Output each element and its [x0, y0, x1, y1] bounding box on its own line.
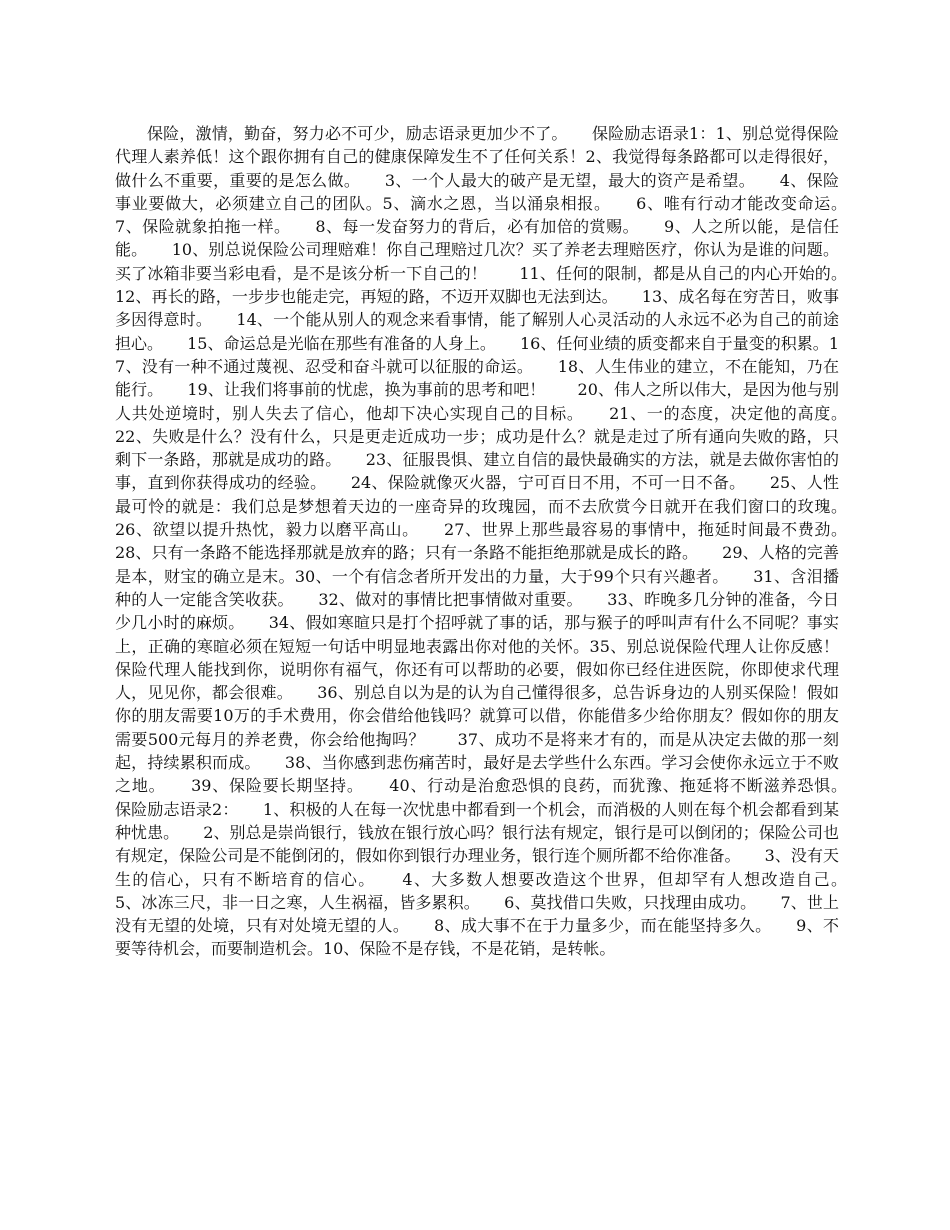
document-body-text: 保险，激情，勤奋，努力必不可少，励志语录更加少不了。 保险励志语录1：1、别总觉得保险代理人素养低！这个跟你拥有自己的健康保障发生不了任何关系！2、我觉得每条路都可以走得很好，做什么不重要，重要的是怎么做。 3、一个人最大的破产是无望，最大的资产是希望。 4、保险事业要做大，必须建立自己的团队。5、滴水之恩，当以涌泉相报。 6、唯有行动才能改变命运。 7、保险就象拍拖一样。 8、每一发奋努力的背后，必有加倍的赏赐。 9、人之所以能，是信任能。 10、别总说保险公司理赔难！你自己理赔过几次？买了养老去理赔医疗，你认为是谁的问题。买了冰箱非要当彩电看，是不是该分析一下自己的！ 11、任何的限制，都是从自己的内心开始的。 12、再长的路，一步步也能走完，再短的路，不迈开双脚也无法到达。 13、成名每在穷苦日，败事多因得意时。 14、一个能从别人的观念来看事情，能了解别人心灵活动的人永远不必为自己的前途担心。 15、命运总是光临在那些有准备的人身上。 16、任何业绩的质变都来自于量变的积累。17、没有一种不通过蔑视、忍受和奋斗就可以征服的命运。 18、人生伟业的建立，不在能知，乃在能行。 19、让我们将事前的忧虑，换为事前的思考和吧！ 20、伟人之所以伟大，是因为他与别人共处逆境时，别人失去了信心，他却下决心实现自己的目标。 21、一的态度，决定他的高度。 22、失败是什么？没有什么，只是更走近成功一步；成功是什么？就是走过了所有通向失败的路，只剩下一条路，那就是成功的路。 23、征服畏惧、建立自信的最快最确实的方法，就是去做你害怕的事，直到你获得成功的经验。 24、保险就像灭火器，宁可百日不用，不可一日不备。 25、人性最可怜的就是：我们总是梦想着天边的一座奇异的玫瑰园，而不去欣赏今日就开在我们窗口的玫瑰。 26、欲望以提升热忱，毅力以磨平高山。 27、世界上那些最容易的事情中，拖延时间最不费劲。 28、只有一条路不能选择那就是放弃的路；只有一条路不能拒绝那就是成长的路。 29、人格的完善是本，财宝的确立是末。30、一个有信念者所开发出的力量，大于99个只有兴趣者。 31、含泪播种的人一定能含笑收获。 32、做对的事情比把事情做对重要。 33、昨晚多几分钟的准备，今日少几小时的麻烦。 34、假如寒暄只是打个招呼就了事的话，那与猴子的呼叫声有什么不同呢？事实上，正确的寒暄必须在短短一句话中明显地表露出你对他的关怀。35、别总说保险代理人让你反感！保险代理人能找到你，说明你有福气，你还有可以帮助的必要，假如你已经住进医院，你即使求代理人，见见你，都会很难。 36、别总自以为是的认为自己懂得很多，总告诉身边的人别买保险！假如你的朋友需要10万的手术费用，你会借给他钱吗？就算可以借，你能借多少给你朋友？假如你的朋友需要500元每月的养老费，你会给他掏吗？ 37、成功不是将来才有的，而是从决定去做的那一刻起，持续累积而成。 38、当你感到悲伤痛苦时，最好是去学些什么东西。学习会使你永远立于不败之地。 39、保险要长期坚持。 40、行动是治愈恐惧的良药，而犹豫、拖延将不断滋养恐惧。 保险励志语录2： 1、积极的人在每一次忧患中都看到一个机会，而消极的人则在每个机会都看到某种忧患。 2、别总是崇尚银行，钱放在银行放心吗？银行法有规定，银行是可以倒闭的；保险公司也有规定，保险公司是不能倒闭的，假如你到银行办理业务，银行连个厕所都不给你准备。 3、没有天生的信心，只有不断培育的信心。 4、大多数人想要改造这个世界，但却罕有人想改造自己。 5、冰冻三尺，非一日之寒，人生祸福，皆多累积。 6、莫找借口失败，只找理由成功。 7、世上没有无望的处境，只有对处境无望的人。 8、成大事不在于力量多少，而在能坚持多久。 9、不要等待机会，而要制造机会。10、保险不是存钱，不是花销，是转帐。 [115, 124, 872, 959]
